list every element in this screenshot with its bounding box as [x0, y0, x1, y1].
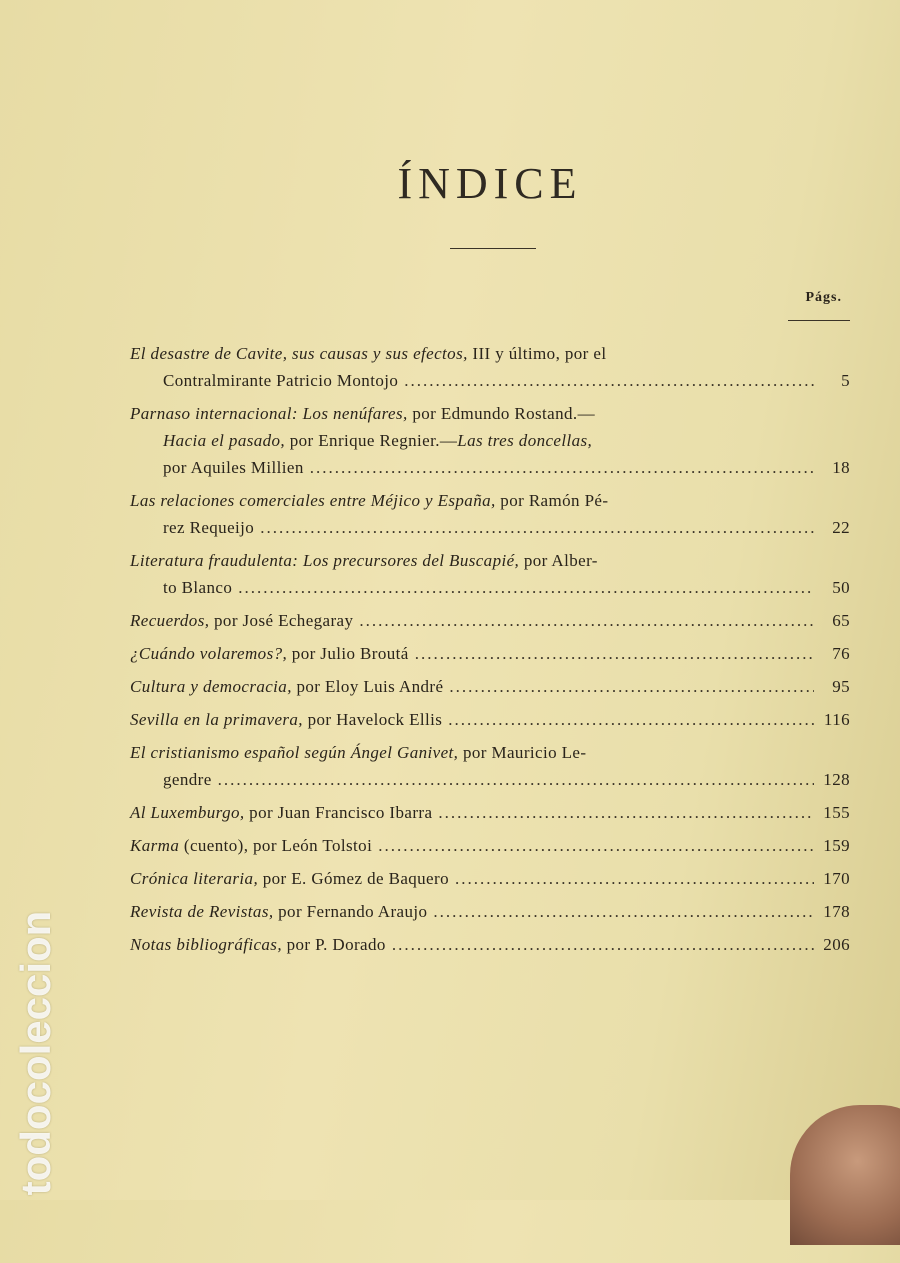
- toc-entry: [130, 640, 850, 667]
- title-divider: [450, 248, 536, 249]
- dot-leader: [359, 607, 814, 634]
- entry-title: Crónica literaria,: [130, 869, 259, 888]
- dot-leader: [260, 514, 814, 541]
- dot-leader: [433, 898, 814, 925]
- toc-entry: [130, 739, 850, 793]
- page-number: 65: [832, 611, 850, 630]
- entry-text: por Juan Francisco Ibarra: [244, 803, 433, 822]
- page-number: 76: [832, 644, 850, 663]
- entry-text: por Enrique Regnier.—: [285, 431, 458, 450]
- entry-title: Karma: [130, 836, 180, 855]
- page-number: 206: [823, 935, 850, 954]
- dot-leader: [415, 640, 814, 667]
- entry-title: Revista de Revistas,: [130, 902, 274, 921]
- page-number: 95: [832, 677, 850, 696]
- entry-text: por José Echegaray: [209, 611, 354, 630]
- page-number: 5: [841, 371, 850, 390]
- pages-column-label: Págs.: [805, 290, 842, 305]
- entry-text: por Eloy Luis André: [291, 677, 444, 696]
- thumb-photo: [790, 1105, 900, 1245]
- entry-text: por Havelock Ellis: [302, 710, 443, 729]
- entry-title: Hacia el pasado,: [163, 431, 286, 450]
- toc-entry: [130, 931, 850, 958]
- entry-text: gendre: [163, 770, 212, 789]
- entry-title: Las relaciones comerciales entre Méjico y España,: [130, 491, 496, 510]
- pages-column-divider: [788, 320, 850, 321]
- entry-title: El cristianismo español según Ángel Ganivet,: [130, 743, 459, 762]
- page-number: 170: [823, 869, 850, 888]
- page-title: ÍNDICE: [397, 159, 583, 208]
- entry-text: III y último, por el: [467, 344, 607, 363]
- toc-entry: [130, 400, 850, 481]
- page-number: 116: [823, 710, 850, 729]
- entry-text: Contralmirante Patricio Montojo: [163, 371, 399, 390]
- toc-entry: [130, 340, 850, 394]
- dot-leader: [378, 832, 814, 859]
- entry-title: El desastre de Cavite, sus causas y sus efectos,: [130, 344, 468, 363]
- page-number: 22: [832, 518, 850, 537]
- entry-title: ¿Cuándo volaremos?,: [130, 644, 288, 663]
- entry-title: Sevilla en la primavera,: [130, 710, 303, 729]
- dot-leader: [310, 454, 814, 481]
- entry-text: por Aquiles Millien: [163, 458, 304, 477]
- page-number: 50: [832, 578, 850, 597]
- entry-text: to Blanco: [163, 578, 233, 597]
- toc-entry: [130, 706, 850, 733]
- dot-leader: [449, 673, 814, 700]
- page-number: 128: [823, 770, 850, 789]
- entry-title: Recuerdos,: [130, 611, 210, 630]
- page-number: 18: [832, 458, 850, 477]
- watermark-text: todocoleccion: [12, 910, 59, 1196]
- entry-text: por Julio Broutá: [287, 644, 409, 663]
- dot-leader: [392, 931, 814, 958]
- dot-leader: [218, 766, 814, 793]
- entry-title: Literatura fraudulenta: Los precursores del Buscapié,: [130, 551, 520, 570]
- entry-title: Las tres doncellas,: [457, 431, 593, 450]
- toc-entry: [130, 607, 850, 634]
- toc-entry: [130, 865, 850, 892]
- page-number: 178: [823, 902, 850, 921]
- entry-title: Cultura y democracia,: [130, 677, 292, 696]
- entry-text: por Ramón Pé-: [495, 491, 609, 510]
- entry-text: por E. Gómez de Baquero: [258, 869, 449, 888]
- entry-text: (cuento), por León Tolstoi: [179, 836, 373, 855]
- entry-text: por Alber-: [519, 551, 598, 570]
- dot-leader: [238, 574, 814, 601]
- dot-leader: [404, 367, 814, 394]
- entry-text: por Fernando Araujo: [273, 902, 428, 921]
- entry-text: por Mauricio Le-: [458, 743, 587, 762]
- table-of-contents: [130, 340, 850, 958]
- toc-entry: [130, 898, 850, 925]
- entry-title: Al Luxemburgo,: [130, 803, 245, 822]
- toc-entry: [130, 799, 850, 826]
- entry-text: por P. Dorado: [281, 935, 386, 954]
- dot-leader: [448, 706, 814, 733]
- toc-entry: [130, 673, 850, 700]
- entry-text: por Edmundo Rostand.—: [407, 404, 595, 423]
- toc-entry: [130, 832, 850, 859]
- entry-text: rez Requeijo: [163, 518, 255, 537]
- toc-entry: [130, 487, 850, 541]
- dot-leader: [455, 865, 814, 892]
- dot-leader: [438, 799, 814, 826]
- entry-title: Notas bibliográficas,: [130, 935, 282, 954]
- toc-entry: [130, 547, 850, 601]
- page-number: 155: [823, 803, 850, 822]
- entry-title: Parnaso internacional: Los nenúfares,: [130, 404, 408, 423]
- page-number: 159: [823, 836, 850, 855]
